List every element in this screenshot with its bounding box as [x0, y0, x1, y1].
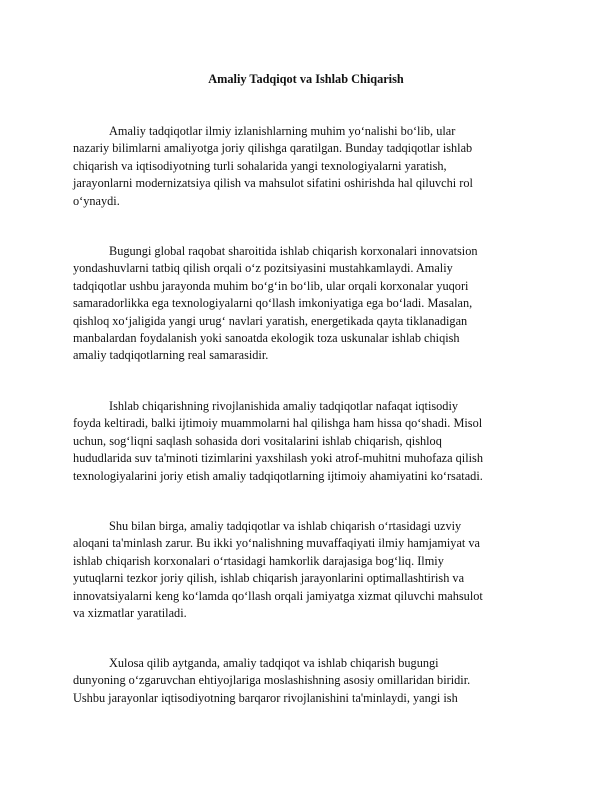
paragraph-4 — [73, 518, 541, 622]
paragraph-line: aloqani ta'minlash zarur. Bu ikki yo‘nalishning muvaffaqiyati ilmiy hamjamiyat va — [73, 536, 481, 551]
paragraph-line: manbalardan foydalanish yoki sanoatda ekologik toza uskunalar ishlab chiqish — [73, 331, 460, 346]
paragraph-line: hududlarida suv ta'minoti tizimlarini yaxshilash yoki atrof-muhitni muhofaza qilish — [73, 451, 483, 466]
paragraph-line: chiqarish va iqtisodiyotning turli sohalarida yangi texnologiyalarni yaratish, — [73, 158, 447, 173]
paragraph-line: texnologiyalarini joriy etish amaliy tadqiqotlarning ijtimoiy ahamiyatini ko‘rsatadi. — [73, 468, 483, 483]
paragraph-line: samaradorlikka ega texnologiyalarni qo‘llash imkoniyatiga ega bo‘ladi. Masalan, — [73, 296, 473, 311]
paragraph-line: o‘ynaydi. — [73, 193, 120, 208]
paragraph-line: tadqiqotlar ushbu jarayonda muhim bo‘g‘in bo‘lib, ular orqali korxonalar yuqori — [73, 278, 469, 293]
paragraph-line: innovatsiyalarni keng ko‘lamda qo‘llash orqali jamiyatga xizmat qiluvchi mahsulot — [73, 588, 483, 603]
paragraph-line: jarayonlarni modernizatsiya qilish va mahsulot sifatini oshirishda hal qiluvchi rol — [73, 176, 473, 191]
paragraph-5 — [73, 655, 541, 707]
paragraph-1 — [73, 123, 541, 210]
paragraph-line: Xulosa qilib aytganda, amaliy tadqiqot va ishlab chiqarish bugungi — [109, 656, 439, 670]
paragraph-line: Shu bilan birga, amaliy tadqiqotlar va ishlab chiqarish o‘rtasidagi uzviy — [109, 519, 462, 533]
paragraph-2 — [73, 243, 541, 365]
paragraph-line: qishloq xo‘jaligida yangi urug‘ navlari yaratish, energetikada qayta tiklanadigan — [73, 313, 468, 328]
paragraph-line: foyda keltiradi, balki ijtimoiy muammolarni hal qilishga ham hissa qo‘shadi. Misol — [73, 416, 483, 431]
paragraph-line: yutuqlarni tezkor joriy qilish, ishlab chiqarish jarayonlarini optimallashtirish va — [73, 571, 465, 586]
paragraph-line: ishlab chiqarish korxonalari o‘rtasidagi hamkorlik darajasiga bog‘liq. Ilmiy — [73, 553, 444, 568]
paragraph-line: Ishlab chiqarishning rivojlanishida amaliy tadqiqotlar nafaqat iqtisodiy — [109, 399, 459, 413]
paragraph-line: Ushbu jarayonlar iqtisodiyotning barqaror rivojlanishini ta'minlaydi, yangi ish — [73, 690, 458, 705]
paragraph-line: amaliy tadqiqotlarning real samarasidir. — [73, 348, 269, 363]
document-title: Amaliy Tadqiqot va Ishlab Chiqarish — [208, 72, 404, 86]
paragraph-line: uchun, sog‘liqni saqlash sohasida dori vositalarini ishlab chiqarish, qishloq — [73, 433, 442, 448]
paragraph-line: yondashuvlarni tatbiq qilish orqali o‘z pozitsiyasini mustahkamlaydi. Amaliy — [73, 261, 453, 276]
paragraph-line: dunyoning o‘zgaruvchan ehtiyojlariga moslashishning asosiy omillaridan biridir. — [73, 673, 471, 688]
paragraph-line: Bugungi global raqobat sharoitida ishlab chiqarish korxonalari innovatsion — [109, 244, 478, 258]
paragraph-line: va xizmatlar yaratiladi. — [73, 606, 187, 621]
paragraph-line: Amaliy tadqiqotlar ilmiy izlanishlarning muhim yo‘nalishi bo‘lib, ular — [109, 124, 456, 138]
paragraph-3 — [73, 398, 541, 485]
paragraph-line: nazariy bilimlarni amaliyotga joriy qilishga qaratilgan. Bunday tadqiqotlar ishlab — [73, 141, 473, 156]
